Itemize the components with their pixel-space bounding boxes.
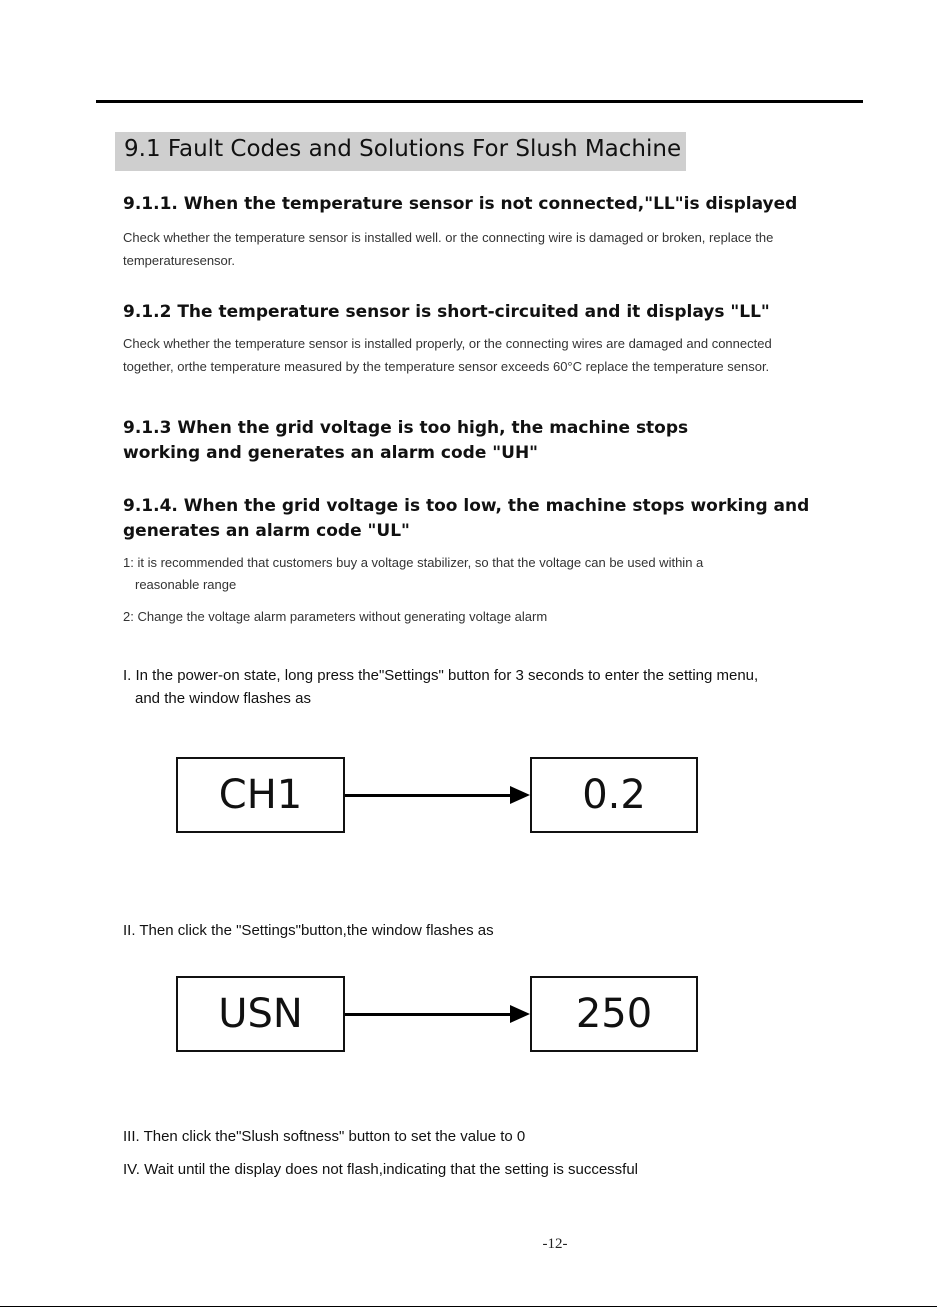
- arrow-right-icon: [510, 1005, 530, 1023]
- fault-9-1-4-item-1: [123, 552, 803, 596]
- step-1-line-1: I. In the power-on state, long press the"Settings" button for 3 seconds to enter the setting menu,: [123, 667, 759, 684]
- arrow-right-icon: [510, 786, 530, 804]
- step-4: IV. Wait until the display does not flash,indicating that the setting is successful: [123, 1161, 639, 1178]
- fault-body-9-1-2: Check whether the temperature sensor is installed properly, or the connecting wires are damaged and connected together, orthe temperature measured by the temperature sensor exceeds 60°C replace the temperature sensor.: [123, 336, 772, 374]
- fault-9-1-4-item-2: [123, 606, 803, 628]
- step-1: [123, 664, 843, 710]
- section-title-banner: [115, 132, 686, 171]
- section-title: 9.1 Fault Codes and Solutions For Slush Machine: [124, 136, 682, 162]
- display-box-value-1: 0.2: [530, 757, 698, 833]
- step-3: III. Then click the"Slush softness" button to set the value to 0: [123, 1128, 526, 1145]
- item-1-line-1: 1: it is recommended that customers buy a voltage stabilizer, so that the voltage can be used within a: [123, 555, 704, 570]
- display-box-value-2: 250: [530, 976, 698, 1052]
- display-box-ch1: CH1: [176, 757, 345, 833]
- arrow-line-1: [345, 794, 512, 797]
- fault-heading-9-1-4: 9.1.4. When the grid voltage is too low, the machine stops working and generates an alarm code "UL": [123, 496, 810, 541]
- fault-heading-9-1-2: 9.1.2 The temperature sensor is short-circuited and it displays "LL": [123, 302, 770, 322]
- fault-body-9-1-1: Check whether the temperature sensor is installed well. or the connecting wire is damaged or broken, replace the temperaturesensor.: [123, 230, 774, 268]
- top-rule: [96, 100, 863, 103]
- item-1-line-2: reasonable range: [135, 577, 237, 592]
- page-number: -12-: [542, 1236, 568, 1252]
- item-2-line-1: 2: Change the voltage alarm parameters without generating voltage alarm: [123, 609, 548, 624]
- fault-heading-9-1-1: 9.1.1. When the temperature sensor is not connected,"LL"is displayed: [123, 194, 798, 214]
- bottom-rule: [0, 1306, 937, 1307]
- display-box-usn: USN: [176, 976, 345, 1052]
- fault-heading-9-1-3: 9.1.3 When the grid voltage is too high, the machine stops working and generates an alarm code "UH": [123, 418, 689, 463]
- arrow-line-2: [345, 1013, 512, 1016]
- step-1-line-2: and the window flashes as: [135, 690, 311, 707]
- step-2: II. Then click the "Settings"button,the window flashes as: [123, 922, 494, 939]
